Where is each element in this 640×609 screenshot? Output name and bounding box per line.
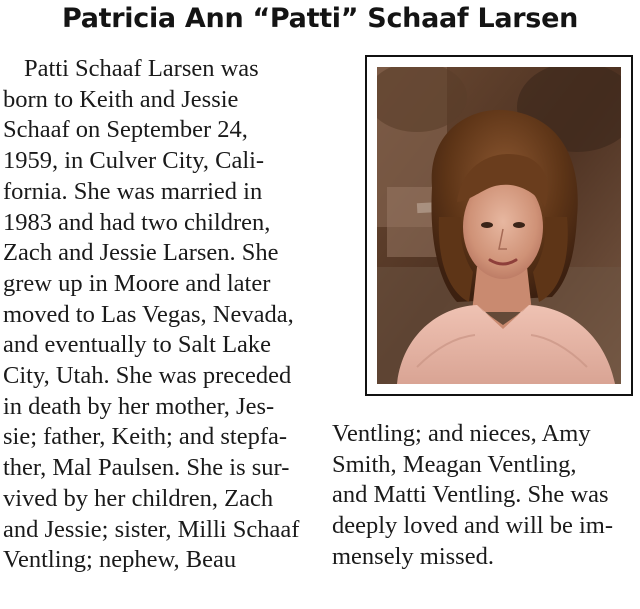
- text-line: and Matti Ventling. She was: [332, 481, 609, 509]
- text-line: vived by her children, Zach: [3, 484, 274, 512]
- text-line: Ventling; and nieces, Amy: [332, 420, 591, 447]
- obituary-title: Patricia Ann “Patti” Schaaf Larsen: [61, 3, 579, 34]
- text-line: grew up in Moore and later: [3, 269, 271, 297]
- text-line: deeply loved and will be im-: [332, 512, 613, 540]
- text-line: moved to Las Vegas, Nevada,: [3, 300, 294, 328]
- text-line: Schaaf on September 24,: [3, 116, 248, 144]
- portrait-photo-icon: [377, 67, 621, 384]
- text-line: 1959, in Culver City, Cali-: [3, 147, 265, 175]
- text-line: sie; father, Keith; and stepfa-: [3, 423, 288, 451]
- text-line: fornia. She was married in: [3, 177, 263, 205]
- text-line: City, Utah. She was preceded: [3, 362, 292, 390]
- text-line: Patti Schaaf Larsen was: [24, 55, 259, 82]
- text-line: mensely missed.: [332, 542, 494, 570]
- text-line: and eventually to Salt Lake: [3, 331, 272, 359]
- obituary-right-column: [332, 419, 637, 573]
- text-line: in death by her mother, Jes-: [3, 392, 275, 420]
- text-line: Smith, Meagan Ventling,: [332, 450, 577, 478]
- portrait-image: [377, 67, 621, 384]
- text-line: Zach and Jessie Larsen. She: [3, 239, 279, 267]
- text-line: Ventling; nephew, Beau: [3, 546, 237, 574]
- text-line: ther, Mal Paulsen. She is sur-: [3, 454, 290, 482]
- obituary-left-column: [3, 54, 315, 576]
- portrait-frame: [365, 55, 633, 396]
- text-line: born to Keith and Jessie: [3, 85, 239, 113]
- text-line: 1983 and had two children,: [3, 208, 271, 236]
- text-line: and Jessie; sister, Milli Schaaf: [3, 515, 300, 543]
